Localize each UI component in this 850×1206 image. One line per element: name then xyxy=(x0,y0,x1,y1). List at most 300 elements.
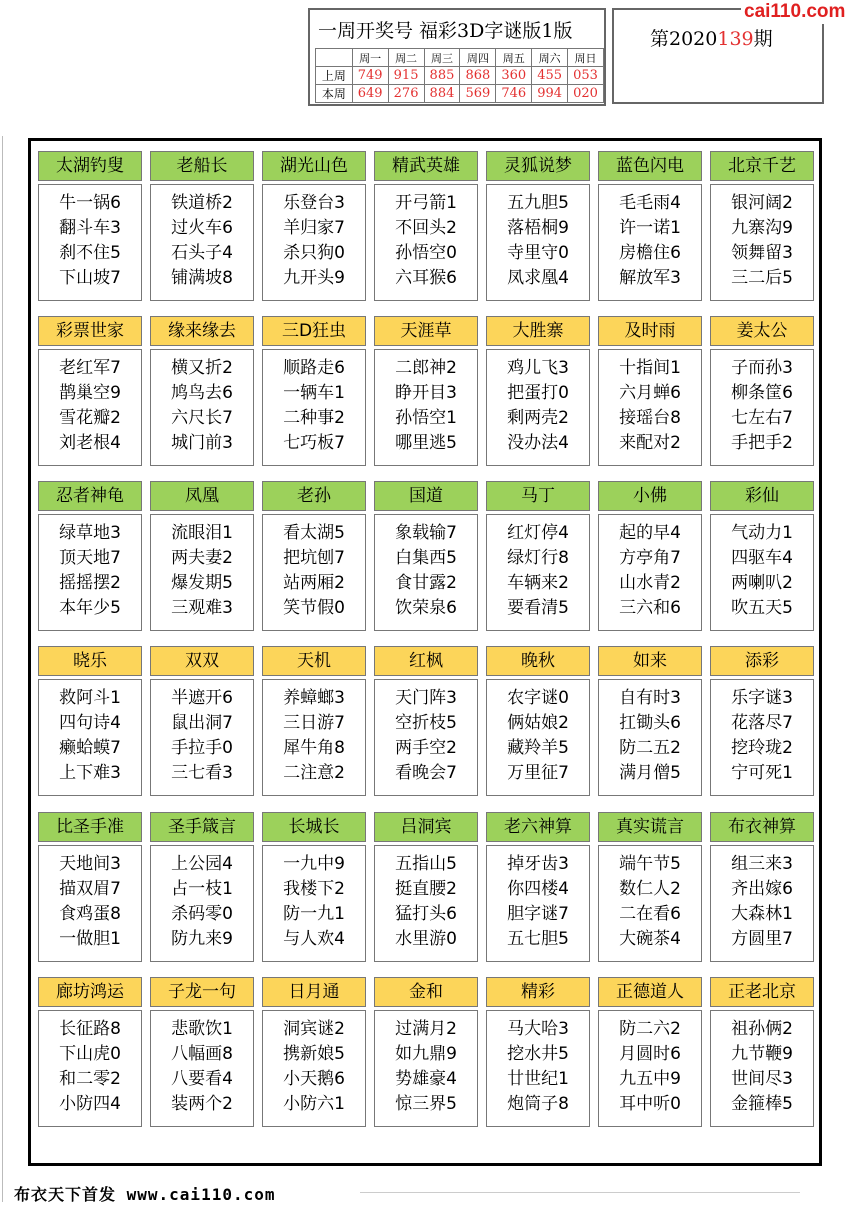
riddle-card xyxy=(374,151,478,303)
riddle-body xyxy=(598,1010,702,1127)
row-label: 本周 xyxy=(316,85,353,103)
author-title: 晓乐 xyxy=(38,646,142,676)
riddle-line: 接瑶台8 xyxy=(619,408,681,428)
riddle-line: 藏羚羊5 xyxy=(507,738,569,758)
riddle-row xyxy=(38,646,818,798)
riddle-line: 一做胆1 xyxy=(59,929,121,949)
riddle-line: 癞蛤蟆7 xyxy=(59,738,121,758)
riddle-line: 防一九1 xyxy=(283,904,345,924)
riddle-line: 齐出嫁6 xyxy=(731,879,793,899)
riddle-body xyxy=(710,349,814,466)
author-title: 精武英雄 xyxy=(374,151,478,181)
author-title: 忍者神龟 xyxy=(38,481,142,511)
riddle-line: 小天鹅6 xyxy=(283,1069,345,1089)
author-title: 大胜寨 xyxy=(486,316,590,346)
draw-number: 868 xyxy=(460,67,496,85)
riddle-body xyxy=(374,1010,478,1127)
riddle-line: 上下难3 xyxy=(59,763,121,783)
riddle-body xyxy=(150,679,254,796)
riddle-body xyxy=(710,184,814,301)
riddle-line: 二注意2 xyxy=(283,763,345,783)
riddle-line: 顺路走6 xyxy=(283,358,345,378)
riddle-body xyxy=(150,845,254,962)
riddle-line: 六耳猴6 xyxy=(395,268,457,288)
draw-number: 915 xyxy=(388,67,424,85)
riddle-line: 解放军3 xyxy=(619,268,681,288)
author-title: 天机 xyxy=(262,646,366,676)
riddle-line: 一九中9 xyxy=(283,854,345,874)
riddle-card xyxy=(262,481,366,633)
riddle-card xyxy=(150,646,254,798)
riddle-line: 掉牙齿3 xyxy=(507,854,569,874)
riddle-line: 三日游7 xyxy=(283,713,345,733)
riddle-line: 六尺长7 xyxy=(171,408,233,428)
riddle-line: 鸠鸟去6 xyxy=(171,383,233,403)
riddle-line: 防九来9 xyxy=(171,929,233,949)
riddle-line: 来配对2 xyxy=(619,433,681,453)
riddle-line: 山水青2 xyxy=(619,573,681,593)
author-title: 正德道人 xyxy=(598,977,702,1007)
riddle-line: 柳条筐6 xyxy=(731,383,793,403)
riddle-card xyxy=(374,646,478,798)
riddle-line: 我楼下2 xyxy=(283,879,345,899)
riddle-line: 洞宾谜2 xyxy=(283,1019,345,1039)
riddle-line: 方圆里7 xyxy=(731,929,793,949)
riddle-line: 孙悟空0 xyxy=(395,243,457,263)
riddle-card xyxy=(598,151,702,303)
riddle-body xyxy=(486,514,590,631)
riddle-body xyxy=(262,349,366,466)
riddle-line: 八幅画8 xyxy=(171,1044,233,1064)
riddle-line: 月圆时6 xyxy=(619,1044,681,1064)
riddle-line: 许一诺1 xyxy=(619,218,681,238)
draw-number: 749 xyxy=(352,67,388,85)
riddle-line: 刹不住5 xyxy=(59,243,121,263)
riddle-line: 十指间1 xyxy=(619,358,681,378)
riddle-line: 食甘露2 xyxy=(395,573,457,593)
riddle-line: 凤求凰4 xyxy=(507,268,569,288)
draw-number: 020 xyxy=(568,85,604,103)
riddle-line: 白集西5 xyxy=(395,548,457,568)
riddle-line: 石头子4 xyxy=(171,243,233,263)
riddle-line: 马大哈3 xyxy=(507,1019,569,1039)
riddle-line: 孙悟空1 xyxy=(395,408,457,428)
riddle-line: 半遮开6 xyxy=(171,688,233,708)
riddle-card xyxy=(486,977,590,1129)
draw-results-box xyxy=(308,8,606,106)
riddle-body xyxy=(150,349,254,466)
riddle-line: 廿世纪1 xyxy=(507,1069,569,1089)
riddle-card xyxy=(598,481,702,633)
draw-number: 994 xyxy=(532,85,568,103)
author-title: 姜太公 xyxy=(710,316,814,346)
riddle-body xyxy=(486,845,590,962)
riddle-card xyxy=(710,316,814,468)
riddle-card xyxy=(38,646,142,798)
riddle-line: 睁开目3 xyxy=(395,383,457,403)
day-label: 周日 xyxy=(568,49,604,67)
riddle-line: 九五中9 xyxy=(619,1069,681,1089)
draw-number: 569 xyxy=(460,85,496,103)
riddle-card xyxy=(598,812,702,964)
riddle-body xyxy=(374,514,478,631)
author-title: 凤凰 xyxy=(150,481,254,511)
author-title: 红枫 xyxy=(374,646,478,676)
results-title: 一周开奖号 福彩3D字谜版1版 xyxy=(318,20,573,42)
riddle-card xyxy=(710,977,814,1129)
riddle-card xyxy=(38,481,142,633)
riddle-line: 三观难3 xyxy=(171,598,233,618)
riddle-card xyxy=(710,481,814,633)
riddle-line: 天门阵3 xyxy=(395,688,457,708)
draw-results-table xyxy=(315,48,604,103)
riddle-line: 养蟑螂3 xyxy=(283,688,345,708)
riddle-line: 车辆来2 xyxy=(507,573,569,593)
riddle-line: 把坑刨7 xyxy=(283,548,345,568)
riddle-body xyxy=(710,679,814,796)
riddle-line: 五九胆5 xyxy=(507,193,569,213)
day-label: 周二 xyxy=(388,49,424,67)
riddle-line: 两手空2 xyxy=(395,738,457,758)
author-title: 圣手箴言 xyxy=(150,812,254,842)
riddle-card xyxy=(486,481,590,633)
riddle-card xyxy=(38,151,142,303)
riddle-line: 方亭角7 xyxy=(619,548,681,568)
riddle-card xyxy=(710,151,814,303)
riddle-line: 下山坡7 xyxy=(59,268,121,288)
riddle-line: 惊三界5 xyxy=(395,1094,457,1114)
riddle-line: 花落尽7 xyxy=(731,713,793,733)
riddle-line: 乐登台3 xyxy=(283,193,345,213)
riddle-body xyxy=(38,514,142,631)
riddle-body xyxy=(710,845,814,962)
riddle-body xyxy=(374,184,478,301)
corner-cell xyxy=(316,49,353,67)
author-title: 如来 xyxy=(598,646,702,676)
riddle-line: 本年少5 xyxy=(59,598,121,618)
riddle-line: 两夫妻2 xyxy=(171,548,233,568)
riddle-line: 起的早4 xyxy=(619,523,681,543)
riddle-line: 挖玲珑2 xyxy=(731,738,793,758)
riddle-body xyxy=(598,184,702,301)
riddle-body xyxy=(38,184,142,301)
riddle-line: 站两厢2 xyxy=(283,573,345,593)
riddle-line: 气动力1 xyxy=(731,523,793,543)
riddle-line: 毛毛雨4 xyxy=(619,193,681,213)
riddle-line: 你四楼4 xyxy=(507,879,569,899)
author-title: 布衣神算 xyxy=(710,812,814,842)
riddle-line: 翻斗车3 xyxy=(59,218,121,238)
riddle-line: 乐字谜3 xyxy=(731,688,793,708)
period-label xyxy=(650,24,773,51)
riddle-card xyxy=(38,812,142,964)
riddle-card xyxy=(150,812,254,964)
riddle-body xyxy=(486,184,590,301)
riddle-line: 三二后5 xyxy=(731,268,793,288)
riddle-card xyxy=(486,812,590,964)
riddle-line: 把蛋打0 xyxy=(507,383,569,403)
riddle-line: 俩姑娘2 xyxy=(507,713,569,733)
author-title: 太湖钓叟 xyxy=(38,151,142,181)
riddle-body xyxy=(598,349,702,466)
author-title: 天涯草 xyxy=(374,316,478,346)
riddle-line: 两喇叭2 xyxy=(731,573,793,593)
riddle-line: 羊归家7 xyxy=(283,218,345,238)
riddle-line: 装两个2 xyxy=(171,1094,233,1114)
riddle-card xyxy=(486,151,590,303)
riddle-body xyxy=(262,845,366,962)
riddle-card xyxy=(598,316,702,468)
riddle-card xyxy=(150,977,254,1129)
riddle-line: 象载输7 xyxy=(395,523,457,543)
footer-credit: 布衣天下首发 www.cai110.com xyxy=(14,1185,276,1204)
riddle-line: 绿灯行8 xyxy=(507,548,569,568)
riddle-line: 金箍棒5 xyxy=(731,1094,793,1114)
riddle-line: 领舞留3 xyxy=(731,243,793,263)
riddle-row xyxy=(38,481,818,633)
riddle-line: 世间尽3 xyxy=(731,1069,793,1089)
riddle-line: 数仁人2 xyxy=(619,879,681,899)
riddle-line: 杀只狗0 xyxy=(283,243,345,263)
riddle-body xyxy=(38,679,142,796)
riddle-card xyxy=(374,316,478,468)
riddle-row xyxy=(38,151,818,303)
last-week-row xyxy=(316,67,604,85)
draw-number: 053 xyxy=(568,67,604,85)
riddle-row xyxy=(38,977,818,1129)
riddle-line: 小防四4 xyxy=(59,1094,121,1114)
riddle-line: 二郎神2 xyxy=(395,358,457,378)
riddle-body xyxy=(598,514,702,631)
author-title: 晚秋 xyxy=(486,646,590,676)
riddle-line: 不回头2 xyxy=(395,218,457,238)
riddle-body xyxy=(374,845,478,962)
riddle-card xyxy=(374,481,478,633)
draw-number: 885 xyxy=(424,67,460,85)
riddle-line: 空折枝5 xyxy=(395,713,457,733)
riddle-body xyxy=(486,679,590,796)
riddle-card xyxy=(38,977,142,1129)
riddle-line: 落梧桐9 xyxy=(507,218,569,238)
author-title: 正老北京 xyxy=(710,977,814,1007)
riddle-line: 五七胆5 xyxy=(507,929,569,949)
riddle-line: 食鸡蛋8 xyxy=(59,904,121,924)
riddle-line: 大碗茶4 xyxy=(619,929,681,949)
riddle-line: 救阿斗1 xyxy=(59,688,121,708)
riddle-line: 祖孙俩2 xyxy=(731,1019,793,1039)
riddle-card xyxy=(598,646,702,798)
riddle-line: 炮筒子8 xyxy=(507,1094,569,1114)
riddle-body xyxy=(710,1010,814,1127)
riddle-line: 长征路8 xyxy=(59,1019,121,1039)
author-title: 老六神算 xyxy=(486,812,590,842)
riddle-line: 七巧板7 xyxy=(283,433,345,453)
riddle-line: 雪花瓣2 xyxy=(59,408,121,428)
author-title: 老孙 xyxy=(262,481,366,511)
riddle-body xyxy=(486,349,590,466)
riddle-row xyxy=(38,812,818,964)
this-week-row xyxy=(316,85,604,103)
riddle-line: 和二零2 xyxy=(59,1069,121,1089)
riddle-card xyxy=(150,151,254,303)
riddle-card xyxy=(262,316,366,468)
riddle-line: 一辆车1 xyxy=(283,383,345,403)
riddle-line: 防二六2 xyxy=(619,1019,681,1039)
author-title: 子龙一句 xyxy=(150,977,254,1007)
riddle-line: 杀码零0 xyxy=(171,904,233,924)
draw-number: 649 xyxy=(352,85,388,103)
riddle-line: 农字谜0 xyxy=(507,688,569,708)
riddle-line: 九节鞭9 xyxy=(731,1044,793,1064)
author-title: 添彩 xyxy=(710,646,814,676)
author-title: 日月通 xyxy=(262,977,366,1007)
riddle-line: 七左右7 xyxy=(731,408,793,428)
riddle-line: 要看清5 xyxy=(507,598,569,618)
riddle-line: 笑节假0 xyxy=(283,598,345,618)
period-suffix: 期 xyxy=(753,28,773,50)
riddle-line: 铺满坡8 xyxy=(171,268,233,288)
author-title: 缘来缘去 xyxy=(150,316,254,346)
left-edge-line xyxy=(2,136,3,1202)
riddle-line: 四句诗4 xyxy=(59,713,121,733)
author-title: 比圣手准 xyxy=(38,812,142,842)
riddle-line: 摇摇摆2 xyxy=(59,573,121,593)
riddle-line: 势雄豪4 xyxy=(395,1069,457,1089)
author-title: 北京千艺 xyxy=(710,151,814,181)
riddle-line: 防二五2 xyxy=(619,738,681,758)
riddle-line: 水里游0 xyxy=(395,929,457,949)
riddle-line: 四驱车4 xyxy=(731,548,793,568)
riddle-line: 耳中听0 xyxy=(619,1094,681,1114)
riddle-line: 银河阔2 xyxy=(731,193,793,213)
day-label: 周三 xyxy=(424,49,460,67)
riddle-line: 与人欢4 xyxy=(283,929,345,949)
riddle-line: 横又折2 xyxy=(171,358,233,378)
site-watermark: cai110.com xyxy=(741,0,848,24)
riddle-line: 满月僧5 xyxy=(619,763,681,783)
author-title: 真实谎言 xyxy=(598,812,702,842)
draw-number: 360 xyxy=(496,67,532,85)
riddle-card xyxy=(262,151,366,303)
riddle-body xyxy=(38,1010,142,1127)
riddle-line: 看晚会7 xyxy=(395,763,457,783)
riddle-line: 寺里守0 xyxy=(507,243,569,263)
riddle-body xyxy=(150,514,254,631)
draw-number: 455 xyxy=(532,67,568,85)
author-title: 老船长 xyxy=(150,151,254,181)
riddle-body xyxy=(38,349,142,466)
riddle-line: 五指山5 xyxy=(395,854,457,874)
riddle-body xyxy=(262,184,366,301)
riddle-body xyxy=(374,679,478,796)
author-title: 马丁 xyxy=(486,481,590,511)
author-title: 三D狂虫 xyxy=(262,316,366,346)
riddle-line: 端午节5 xyxy=(619,854,681,874)
riddle-card xyxy=(150,481,254,633)
riddle-line: 哪里逃5 xyxy=(395,433,457,453)
author-title: 精彩 xyxy=(486,977,590,1007)
riddle-line: 爆发期5 xyxy=(171,573,233,593)
draw-number: 884 xyxy=(424,85,460,103)
author-title: 及时雨 xyxy=(598,316,702,346)
riddle-line: 刘老根4 xyxy=(59,433,121,453)
riddle-card xyxy=(486,316,590,468)
riddle-line: 手把手2 xyxy=(731,433,793,453)
day-label: 周六 xyxy=(532,49,568,67)
riddle-card xyxy=(710,812,814,964)
riddle-line: 剩两壳2 xyxy=(507,408,569,428)
day-label: 周一 xyxy=(352,49,388,67)
riddle-line: 九开头9 xyxy=(283,268,345,288)
riddle-body xyxy=(598,679,702,796)
author-title: 双双 xyxy=(150,646,254,676)
riddle-line: 悲歌饮1 xyxy=(171,1019,233,1039)
period-number: 139 xyxy=(717,28,754,50)
riddle-line: 三七看3 xyxy=(171,763,233,783)
riddle-line: 子而孙3 xyxy=(731,358,793,378)
riddle-line: 挺直腰2 xyxy=(395,879,457,899)
riddle-card xyxy=(262,646,366,798)
riddle-line: 牛一锅6 xyxy=(59,193,121,213)
riddle-line: 大森林1 xyxy=(731,904,793,924)
riddle-line: 绿草地3 xyxy=(59,523,121,543)
author-title: 湖光山色 xyxy=(262,151,366,181)
riddle-line: 房檐住6 xyxy=(619,243,681,263)
author-title: 国道 xyxy=(374,481,478,511)
riddle-line: 如九鼎9 xyxy=(395,1044,457,1064)
riddle-body xyxy=(598,845,702,962)
riddle-line: 携新娘5 xyxy=(283,1044,345,1064)
riddle-body xyxy=(150,1010,254,1127)
riddle-body xyxy=(486,1010,590,1127)
riddle-line: 描双眉7 xyxy=(59,879,121,899)
riddle-body xyxy=(262,679,366,796)
riddle-line: 二在看6 xyxy=(619,904,681,924)
riddle-line: 城门前3 xyxy=(171,433,233,453)
riddle-card xyxy=(262,812,366,964)
author-title: 彩票世家 xyxy=(38,316,142,346)
riddle-line: 小防六1 xyxy=(283,1094,345,1114)
riddle-line: 过满月2 xyxy=(395,1019,457,1039)
riddle-body xyxy=(38,845,142,962)
riddle-card xyxy=(598,977,702,1129)
riddle-row xyxy=(38,316,818,468)
riddle-line: 犀牛角8 xyxy=(283,738,345,758)
riddle-body xyxy=(262,514,366,631)
riddle-line: 过火车6 xyxy=(171,218,233,238)
author-title: 金和 xyxy=(374,977,478,1007)
author-title: 灵狐说梦 xyxy=(486,151,590,181)
riddle-line: 开弓箭1 xyxy=(395,193,457,213)
row-label: 上周 xyxy=(316,67,353,85)
riddle-body xyxy=(262,1010,366,1127)
riddle-line: 自有时3 xyxy=(619,688,681,708)
riddle-line: 胆字谜7 xyxy=(507,904,569,924)
riddle-card xyxy=(374,977,478,1129)
riddle-line: 万里征7 xyxy=(507,763,569,783)
riddle-line: 三六和6 xyxy=(619,598,681,618)
author-title: 小佛 xyxy=(598,481,702,511)
riddle-line: 宁可死1 xyxy=(731,763,793,783)
riddle-line: 看太湖5 xyxy=(283,523,345,543)
riddle-card xyxy=(150,316,254,468)
riddle-line: 鸡儿飞3 xyxy=(507,358,569,378)
riddle-line: 组三来3 xyxy=(731,854,793,874)
riddle-line: 下山虎0 xyxy=(59,1044,121,1064)
draw-number: 276 xyxy=(388,85,424,103)
riddle-line: 八要看4 xyxy=(171,1069,233,1089)
riddle-card xyxy=(374,812,478,964)
